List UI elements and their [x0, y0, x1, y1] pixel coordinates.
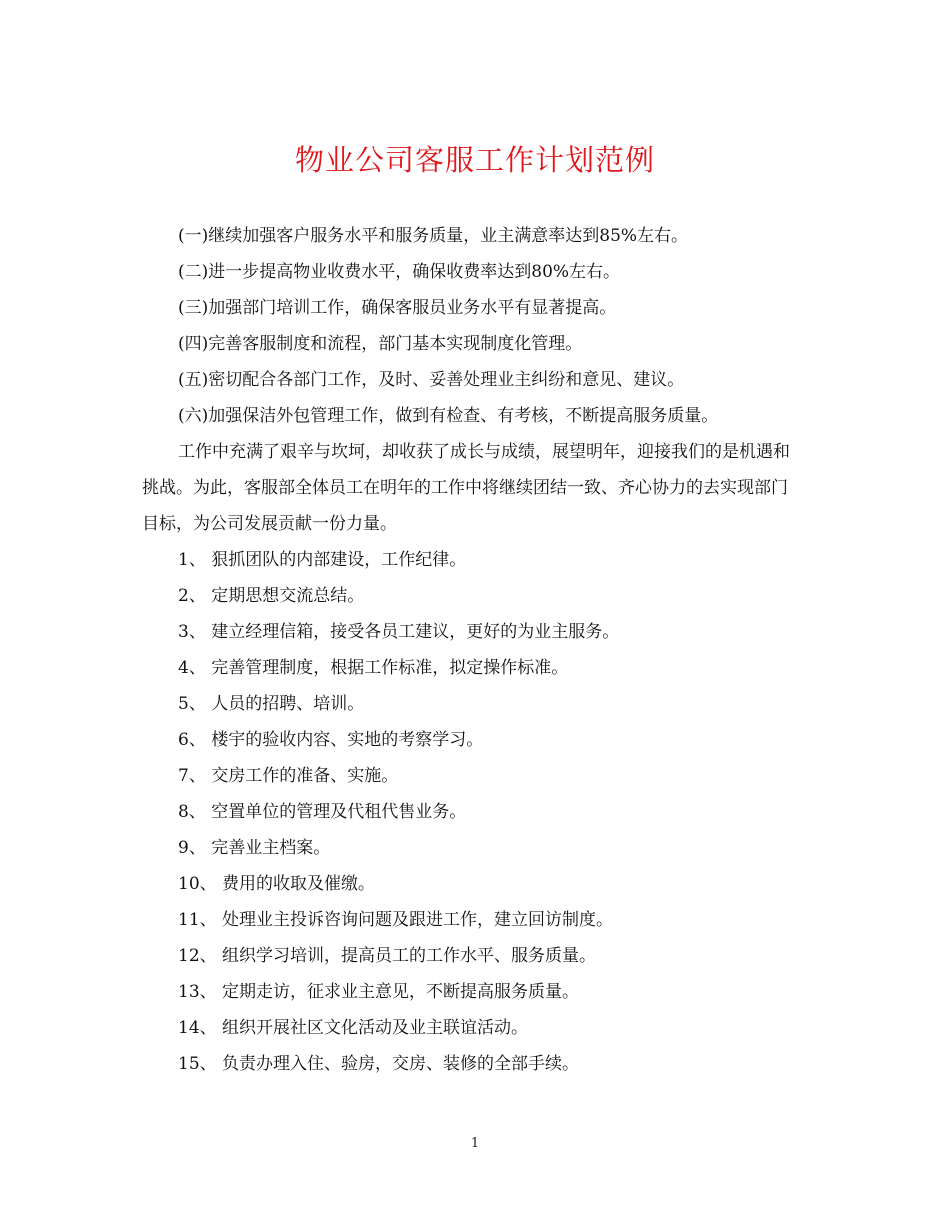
summary-paragraph: 工作中充满了艰辛与坎坷，却收获了成长与成绩，展望明年，迎接我们的是机遇和挑战。为此，客服部全体员工在明年的工作中将继续团结一致、齐心协力的去实现部门目标，为公司发展贡献一份力量。: [142, 442, 790, 534]
task-item-15: 15、 负责办理入住、验房，交房、装修的全部手续。: [178, 1054, 580, 1074]
goal-item-3: (三)加强部门培训工作，确保客服员业务水平有显著提高。: [178, 298, 617, 318]
task-item-6: 6、 楼宇的验收内容、实地的考察学习。: [178, 730, 484, 750]
task-item-3: 3、 建立经理信箱，接受各员工建议，更好的为业主服务。: [178, 622, 620, 642]
goal-item-5: (五)密切配合各部门工作，及时、妥善处理业主纠纷和意见、建议。: [178, 370, 685, 390]
goal-item-2: (二)进一步提高物业收费水平，确保收费率达到80%左右。: [178, 262, 621, 282]
task-item-5: 5、 人员的招聘、培训。: [178, 694, 365, 714]
document-body: [142, 218, 802, 1082]
goal-item-6: (六)加强保洁外包管理工作，做到有检查、有考核，不断提高服务质量。: [178, 406, 719, 426]
task-item-14: 14、 组织开展社区文化活动及业主联谊活动。: [178, 1018, 529, 1038]
goal-item-1: (一)继续加强客户服务水平和服务质量，业主满意率达到85%左右。: [178, 226, 689, 246]
task-item-11: 11、 处理业主投诉咨询问题及跟进工作，建立回访制度。: [178, 910, 614, 930]
task-item-7: 7、 交房工作的准备、实施。: [178, 766, 399, 786]
task-item-13: 13、 定期走访，征求业主意见，不断提高服务质量。: [178, 982, 580, 1002]
task-item-12: 12、 组织学习培训，提高员工的工作水平、服务质量。: [178, 946, 597, 966]
page-number: 1: [470, 1136, 480, 1151]
goal-item-4: (四)完善客服制度和流程，部门基本实现制度化管理。: [178, 334, 583, 354]
task-item-10: 10、 费用的收取及催缴。: [178, 874, 376, 894]
task-item-1: 1、 狠抓团队的内部建设，工作纪律。: [178, 550, 467, 570]
task-item-9: 9、 完善业主档案。: [178, 838, 331, 858]
task-item-8: 8、 空置单位的管理及代租代售业务。: [178, 802, 467, 822]
document-title: 物业公司客服工作计划范例: [294, 143, 655, 177]
task-item-2: 2、 定期思想交流总结。: [178, 586, 365, 606]
task-item-4: 4、 完善管理制度，根据工作标准，拟定操作标准。: [178, 658, 569, 678]
